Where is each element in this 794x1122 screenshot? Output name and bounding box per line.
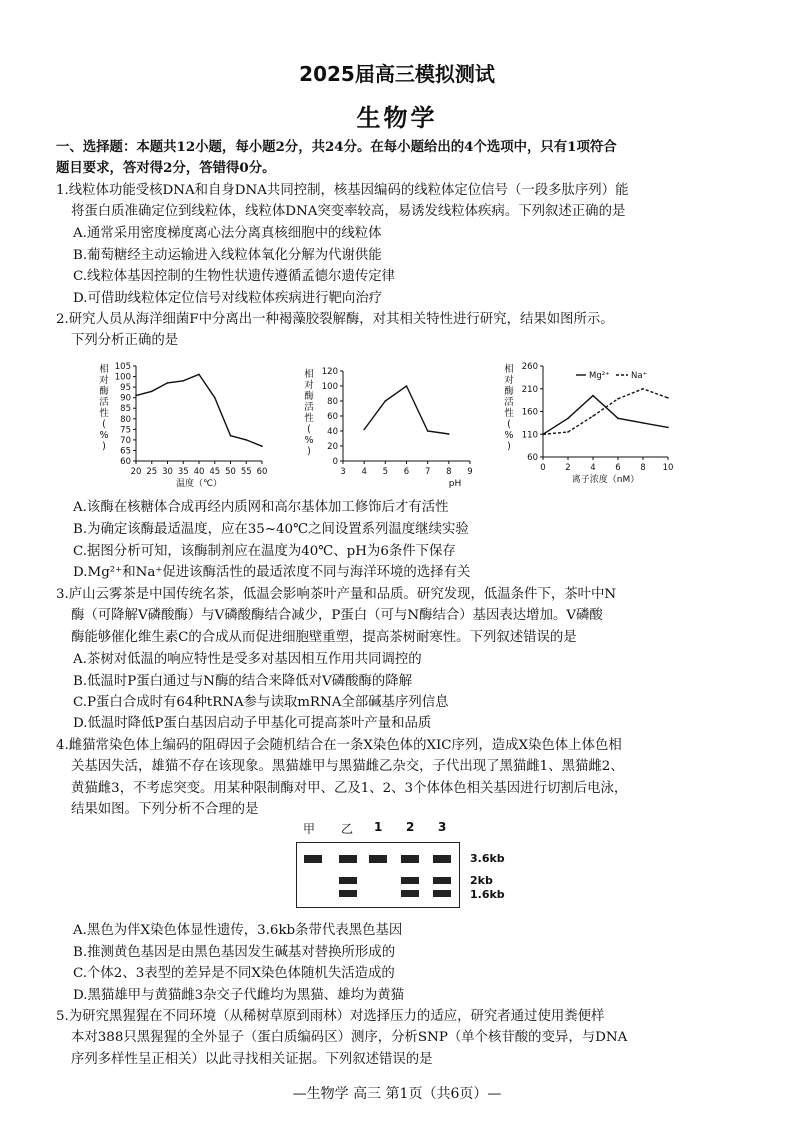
y-tick-label: 60: [120, 457, 131, 467]
x-tick-label: 2: [565, 463, 571, 473]
data-point: [617, 398, 619, 400]
y-axis-label-char: 活: [504, 397, 514, 408]
data-point: [567, 418, 569, 420]
question-1-stem: [56, 180, 736, 223]
y-axis-label-char: ): [307, 446, 311, 457]
y-axis-label-char: 酶: [99, 386, 109, 397]
x-tick-label: 8: [640, 463, 646, 473]
q2-line-1: 2.研究人员从海洋细菌F中分离出一种褐藻胶裂解酶，对其相关特性进行研究，结果如图所示。: [56, 312, 614, 327]
y-tick-label: 60: [527, 453, 538, 463]
y-axis-label-char: 性: [504, 408, 514, 419]
q1-option-d: D.可借助线粒体定位信号对线粒体疾病进行靶向治疗: [73, 291, 383, 306]
data-point: [592, 415, 594, 417]
band-yi-2kb: [339, 877, 357, 884]
question-3-stem: [56, 584, 736, 648]
legend-label-na: Na⁺: [631, 371, 648, 381]
band-3-1.6kb: [433, 890, 451, 897]
y-axis-label-char: 酶: [504, 386, 514, 397]
y-axis-label-char: 对: [504, 375, 514, 386]
y-tick-label: 70: [120, 435, 131, 446]
y-tick-label: 105: [114, 362, 131, 372]
band-1-3.6kb: [369, 855, 387, 863]
data-point: [542, 433, 544, 435]
q4-line-1: 4.雌猫常染色体上编码的阻碍因子会随机结合在一条X染色体的XIC序列，造成X染色体上体色相: [56, 738, 622, 753]
y-tick-label: 40: [327, 427, 338, 437]
data-point: [230, 435, 232, 437]
x-tick-label: 4: [590, 463, 596, 473]
temperature-chart: [99, 362, 267, 489]
x-tick-label: 60: [256, 467, 268, 477]
band-3-2kb: [433, 877, 451, 884]
section-instructions: [56, 137, 736, 180]
q5-line-1: 5.为研究黑猩猩在不同环境（从稀树草原到雨林）对选择压力的适应，研究者通过使用粪便样: [56, 1009, 605, 1024]
series-line: [136, 374, 262, 446]
band-2-3.6kb: [401, 855, 419, 863]
band-yi-1.6kb: [339, 890, 357, 897]
data-point: [667, 427, 669, 429]
y-tick-label: 120: [321, 367, 338, 377]
y-tick-label: 75: [120, 425, 131, 436]
data-point: [245, 439, 247, 441]
y-axis-label-char: 活: [304, 402, 314, 413]
band-2-2kb: [401, 877, 419, 884]
data-point: [617, 418, 619, 420]
y-tick-label: 60: [327, 412, 338, 422]
q3-line-1: 3.庐山云雾茶是中国传统名茶，低温会影响茶叶产量和品质。研究发现，低温条件下，茶叶中N: [56, 587, 617, 602]
q2-option-d: D.Mg²⁺和Na⁺促进该酶活性的最适浓度不同与海洋环境的选择有关: [73, 565, 471, 580]
size-label-1.6kb: 1.6kb: [470, 888, 505, 901]
lane-label-yi: 乙: [341, 822, 354, 836]
y-tick-label: 90: [120, 393, 131, 404]
q3-line-2: 酶（可降解V磷酸酶）与V磷酸酶结合减少，P蛋白（可与N酶结合）基因表达增加。V磷酸: [71, 608, 603, 624]
y-tick-label: 100: [114, 372, 131, 383]
legend-label-mg: Mg²⁺: [589, 371, 610, 381]
y-axis-label-char: 相: [99, 364, 109, 375]
lane-label-3: 3: [438, 820, 447, 834]
x-tick-label: 50: [225, 467, 236, 477]
data-point: [261, 445, 263, 447]
q5-line-3: 序列多样性呈正相关）以此寻找相关证据。下列叙述错误的是: [71, 1051, 433, 1067]
question-2-stem: [56, 309, 736, 352]
q4-option-b: B.推测黄色基因是由黑色基因发生碱基对替换所形成的: [73, 945, 396, 960]
y-axis-label-char: ): [102, 441, 106, 452]
band-yi-3.6kb: [339, 855, 357, 863]
data-point: [642, 422, 644, 424]
y-tick-label: 260: [521, 362, 538, 372]
q2-option-a: A.该酶在核糖体合成再经内质网和高尔基体加工修饰后才有活性: [73, 500, 449, 515]
band-3-3.6kb: [433, 855, 451, 863]
enzyme-activity-charts: [0, 352, 794, 492]
y-axis-label-char: 对: [304, 380, 314, 391]
data-point: [448, 433, 450, 435]
q1-option-a: A.通常采用密度梯度离心法分离真核细胞中的线粒体: [73, 226, 382, 241]
q1-option-b: B.葡萄糖经主动运输进入线粒体氧化分解为代谢供能: [73, 248, 382, 263]
y-tick-label: 0: [332, 457, 338, 467]
size-label-2kb: 2kb: [470, 874, 493, 887]
series-line-0: [543, 396, 668, 435]
band-jia-3.6kb: [304, 855, 322, 863]
page-footer: —生物学 高三 第1页（共6页）—: [292, 1086, 502, 1102]
exam-title: 2025届高三模拟测试: [299, 62, 495, 86]
y-axis-label-char: 酶: [304, 391, 314, 402]
y-tick-label: 110: [521, 430, 538, 441]
q4-line-4: 结果如图。下列分析不合理的是: [71, 801, 259, 817]
x-tick-label: 6: [403, 467, 410, 477]
y-axis-label-char: 相: [304, 369, 314, 380]
data-point: [642, 388, 644, 390]
series-line: [364, 386, 449, 434]
q1-line-1: 1.线粒体功能受核DNA和自身DNA共同控制，核基因编码的线粒体定位信号（一段多肽序列）能: [56, 183, 629, 198]
q2-option-c: C.据图分析可知，该酶制剂应在温度为40℃、pH为6条件下保存: [73, 544, 456, 559]
data-point: [385, 400, 387, 402]
x-axis-label: 离子浓度（nM）: [571, 475, 640, 485]
y-axis-label-char: 性: [304, 413, 314, 424]
data-point: [363, 429, 365, 431]
q5-line-2: 本对388只黑猩猩的全外显子（蛋白质编码区）测序，分析SNP（单个核苷酸的变异，与DNA: [71, 1030, 628, 1046]
x-tick-label: 25: [146, 467, 158, 477]
x-tick-label: 20: [130, 467, 142, 477]
y-axis-label-char: 性: [99, 408, 109, 419]
y-axis-label-char: 对: [99, 375, 109, 386]
y-tick-label: 210: [521, 384, 538, 395]
x-tick-label: 5: [382, 467, 389, 477]
x-tick-label: 40: [193, 467, 205, 477]
question-5-stem: [56, 1006, 736, 1070]
y-axis-label-char: 相: [504, 364, 514, 375]
section-line-2: 题目要求，答对得2分，答错得0分。: [56, 160, 276, 177]
y-axis-label-char: %: [504, 430, 514, 441]
data-point: [406, 385, 408, 387]
lane-label-2: 2: [406, 820, 415, 834]
q2-line-2: 下列分析正确的是: [71, 333, 179, 349]
y-tick-label: 100: [321, 382, 338, 392]
data-point: [214, 397, 216, 399]
x-tick-label: 55: [240, 467, 252, 477]
y-axis-label-char: 活: [99, 397, 109, 408]
section-line-1: 一、选择题：本题共12小题，每小题2分，共24分。在每小题给出的4个选项中，只有1项符合: [56, 139, 617, 155]
x-axis-label: 温度（℃）: [175, 479, 223, 489]
q3-option-c: C.P蛋白合成时有64种tRNA参与读取mRNA全部碱基序列信息: [73, 695, 449, 710]
data-point: [427, 430, 429, 432]
y-axis-label-char: ): [507, 441, 511, 452]
x-tick-label: 10: [662, 463, 674, 473]
q2-option-b: B.为确定该酶最适温度，应在35~40℃之间设置系列温度继续实验: [73, 522, 469, 537]
q4-option-d: D.黑猫雄甲与黄猫雌3杂交子代雌均为黑猫、雄均为黄猫: [73, 988, 405, 1003]
lane-label-1: 1: [374, 820, 383, 834]
question-4-stem: [56, 735, 736, 820]
x-tick-label: 8: [446, 467, 452, 477]
band-2-1.6kb: [401, 890, 419, 897]
size-label-3.6kb: 3.6kb: [470, 852, 505, 865]
data-point: [182, 380, 184, 382]
x-tick-label: 7: [424, 467, 431, 477]
data-point: [151, 391, 153, 393]
x-tick-label: 3: [340, 467, 346, 477]
y-axis-label-char: %: [304, 435, 314, 446]
data-point: [135, 395, 137, 397]
data-point: [592, 395, 594, 397]
y-axis-label-char: (: [307, 424, 311, 435]
ion-chart: [504, 362, 673, 485]
y-tick-label: 80: [327, 397, 338, 407]
q4-option-c: C.个体2、3表型的差异是不同X染色体随机失活造成的: [73, 966, 395, 981]
y-axis-label-char: (: [102, 419, 106, 430]
ph-chart: [304, 367, 472, 489]
q3-line-3: 酶能够催化维生素C的合成从而促进细胞壁重塑，提高茶树耐寒性。下列叙述错误的是: [71, 629, 577, 645]
data-point: [167, 382, 169, 384]
x-tick-label: 35: [177, 467, 189, 477]
x-axis-label: pH: [448, 479, 462, 489]
x-tick-label: 4: [361, 467, 367, 477]
y-axis-label-char: %: [99, 430, 109, 441]
q4-option-a: A.黑色为伴X染色体显性遗传，3.6kb条带代表黑色基因: [73, 923, 403, 938]
x-tick-label: 30: [162, 467, 173, 477]
y-tick-label: 160: [521, 407, 538, 418]
y-tick-label: 80: [120, 414, 131, 425]
q4-line-3: 黄猫雌3，不考虑突变。用某种限制酶对甲、乙及1、2、3个体体色相关基因进行切割后电泳，: [71, 780, 628, 796]
y-tick-label: 20: [327, 442, 338, 452]
y-axis-label-char: (: [507, 419, 511, 430]
data-point: [667, 397, 669, 399]
x-tick-label: 6: [615, 463, 621, 473]
subject-title: 生物学: [356, 104, 438, 132]
x-tick-label: 45: [209, 467, 221, 477]
y-tick-label: 95: [120, 383, 131, 394]
x-tick-label: 9: [467, 467, 473, 477]
data-point: [567, 431, 569, 433]
q1-option-c: C.线粒体基因控制的生物性状遗传遵循孟德尔遗传定律: [73, 269, 396, 284]
q1-line-2: 将蛋白质准确定位到线粒体，线粒体DNA突变率较高，易诱发线粒体疾病。下列叙述正确的是: [71, 204, 626, 220]
y-tick-label: 85: [120, 404, 131, 415]
q3-option-a: A.茶树对低温的响应特性是受多对基因相互作用共同调控的: [73, 652, 422, 667]
q3-option-d: D.低温时降低P蛋白基因启动子甲基化可提高茶叶产量和品质: [73, 716, 432, 731]
gel-box: [296, 842, 460, 908]
y-tick-label: 65: [120, 446, 131, 457]
data-point: [198, 374, 200, 376]
series-line-1: [543, 389, 668, 435]
q3-option-b: B.低温时P蛋白通过与N酶的结合来降低对V磷酸酶的降解: [73, 674, 413, 689]
q4-line-2: 关基因失活，雄猫不存在该现象。黑猫雄甲与黑猫雌乙杂交，子代出现了黑猫雌1、黑猫雌2、: [71, 759, 624, 775]
lane-label-jia: 甲: [303, 822, 316, 836]
x-tick-label: 0: [540, 463, 546, 473]
